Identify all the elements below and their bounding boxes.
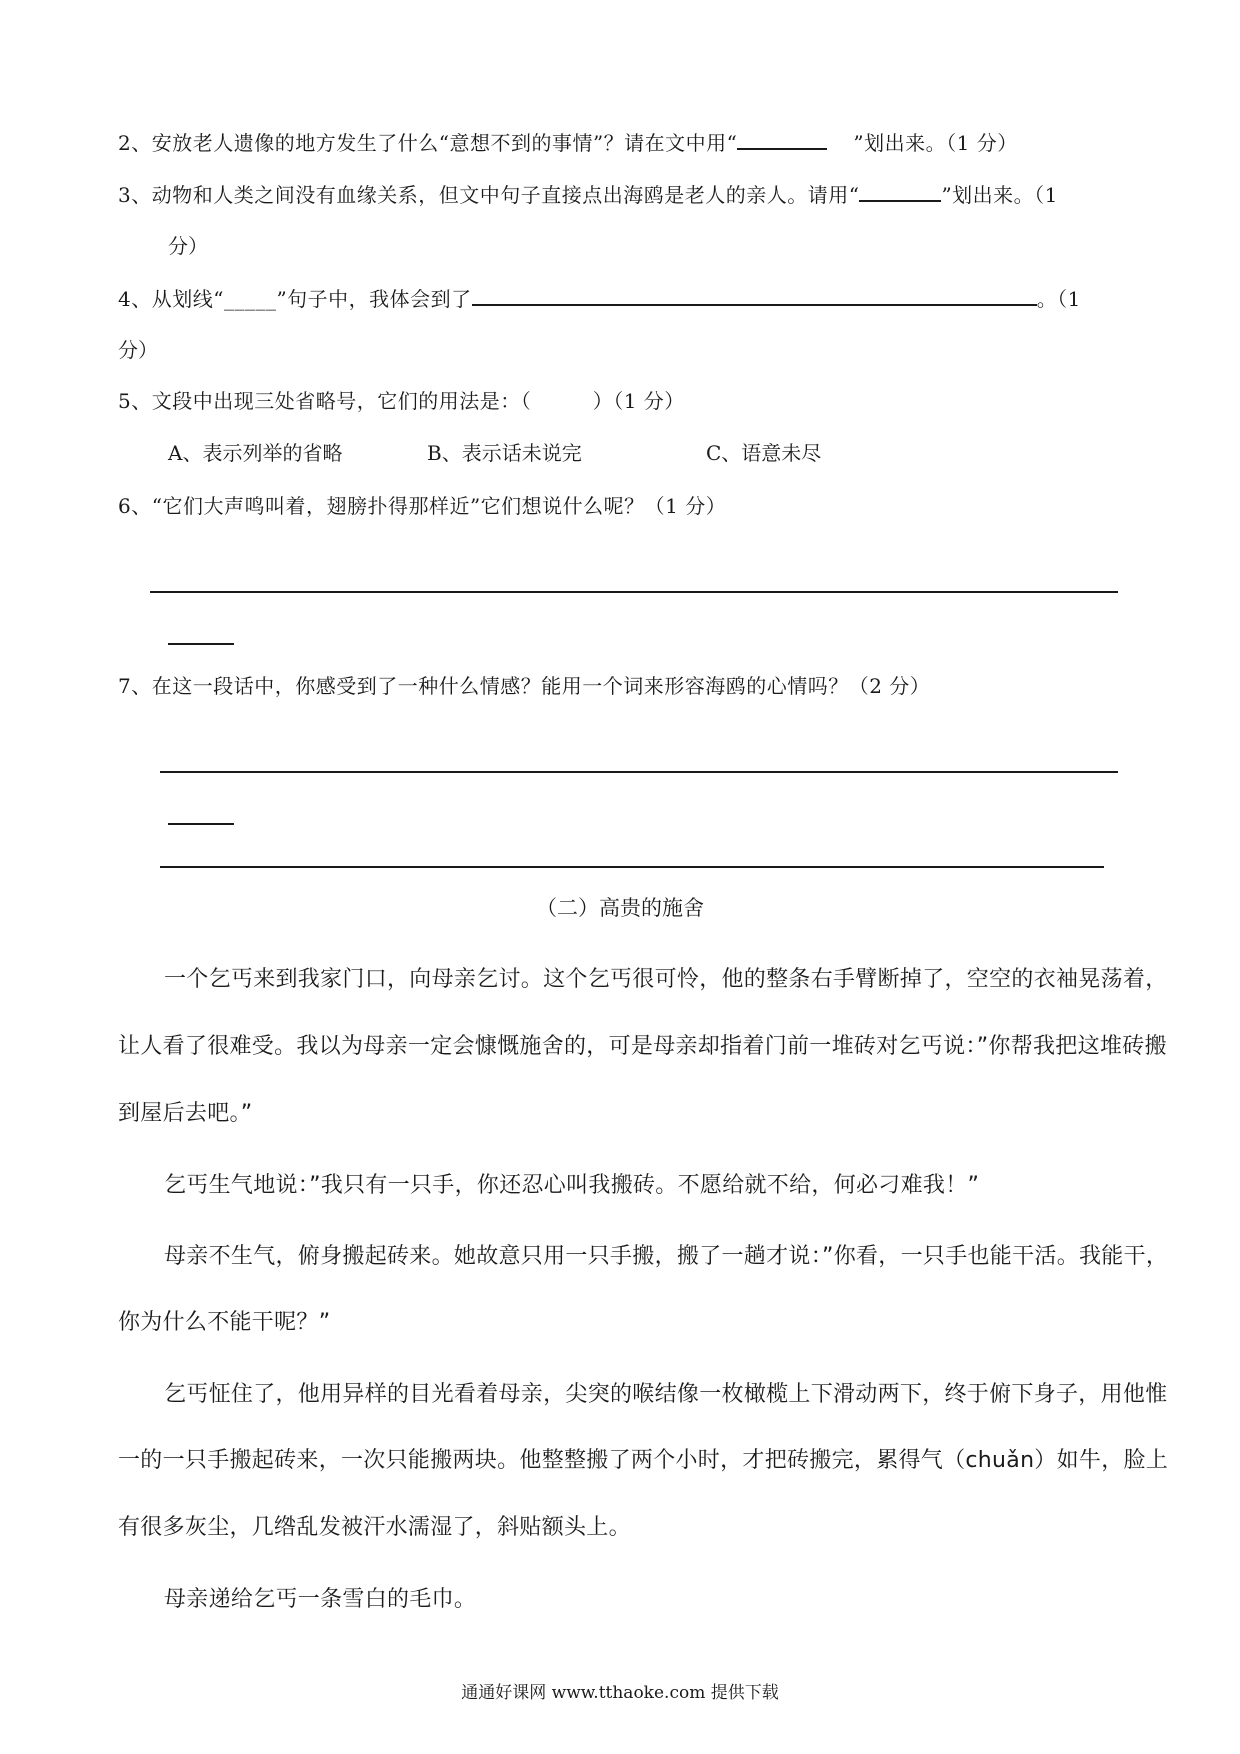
- answer-blank[interactable]: [859, 180, 941, 202]
- passage-line: 乞丐怔住了，他用异样的目光看着母亲，尖突的喉结像一枚橄榄上下滑动两下，终于俯下身子，用他惟: [164, 1382, 1168, 1407]
- answer-line[interactable]: [160, 866, 1104, 868]
- passage-line: 母亲不生气，俯身搬起砖来。她故意只用一只手搬，搬了一趟才说：”你看，一只手也能干活。我能干，: [164, 1244, 1169, 1269]
- answer-line[interactable]: [160, 771, 1118, 773]
- section-title: （二）高贵的施舍: [536, 896, 704, 920]
- question-3-text: 3、动物和人类之间没有血缘关系，但文中句子直接点出海鸥是老人的亲人。请用“: [118, 183, 860, 207]
- question-2-text: 2、安放老人遗像的地方发生了什么“意想不到的事情”？请在文中用“: [118, 131, 738, 155]
- question-3-score: ”划出来。（1: [941, 183, 1058, 207]
- question-7: 7、在这一段话中，你感受到了一种什么情感？能用一个词来形容海鸥的心情吗？（2 分）: [118, 674, 931, 698]
- answer-line[interactable]: [472, 284, 1037, 306]
- answer-line[interactable]: [150, 591, 1118, 593]
- question-4-continued: 分）: [118, 338, 158, 362]
- question-2-score: ”划出来。（1 分）: [853, 131, 1018, 155]
- passage-line: 你为什么不能干呢？”: [118, 1310, 331, 1335]
- option-c[interactable]: C、语意未尽: [706, 441, 822, 465]
- passage-line: 母亲递给乞丐一条雪白的毛巾。: [164, 1587, 477, 1612]
- passage-line: 一的一只手搬起砖来，一次只能搬两块。他整整搬了两个小时，才把砖搬完，累得气（chuǎn）如牛，脸上: [118, 1448, 1169, 1473]
- passage-line: 有很多灰尘，几绺乱发被汗水濡湿了，斜贴额头上。: [118, 1515, 631, 1540]
- passage-line: 乞丐生气地说：”我只有一只手，你还忍心叫我搬砖。不愿给就不给，何必刁难我！”: [164, 1173, 980, 1198]
- question-4-score: 。（1: [1036, 287, 1081, 311]
- question-5: 5、文段中出现三处省略号，它们的用法是：（ ）（1 分）: [118, 389, 685, 413]
- answer-line[interactable]: [168, 823, 234, 825]
- answer-blank[interactable]: [737, 128, 827, 150]
- passage-line: 让人看了很难受。我以为母亲一定会慷慨施舍的，可是母亲却指着门前一堆砖对乞丐说：”你帮我把这堆砖搬: [118, 1034, 1167, 1059]
- option-a[interactable]: A、表示列举的省略: [168, 441, 343, 465]
- question-4: [118, 284, 1081, 313]
- page-footer: 通通好课网 www.tthaoke.com 提供下载: [461, 1683, 779, 1703]
- passage-line: 到屋后去吧。”: [118, 1101, 253, 1126]
- question-3: [118, 180, 1058, 209]
- option-b[interactable]: B、表示话未说完: [427, 441, 582, 465]
- answer-line[interactable]: [168, 643, 234, 645]
- question-6: 6、“它们大声鸣叫着，翅膀扑得那样近”它们想说什么呢？（1 分）: [118, 494, 727, 518]
- question-3-continued: 分）: [168, 234, 208, 258]
- question-2: [118, 128, 1018, 157]
- question-4-text: 4、从划线“_____”句子中，我体会到了: [118, 287, 472, 311]
- passage-line: 一个乞丐来到我家门口，向母亲乞讨。这个乞丐很可怜，他的整条右手臂断掉了，空空的衣袖晃荡着，: [164, 967, 1168, 992]
